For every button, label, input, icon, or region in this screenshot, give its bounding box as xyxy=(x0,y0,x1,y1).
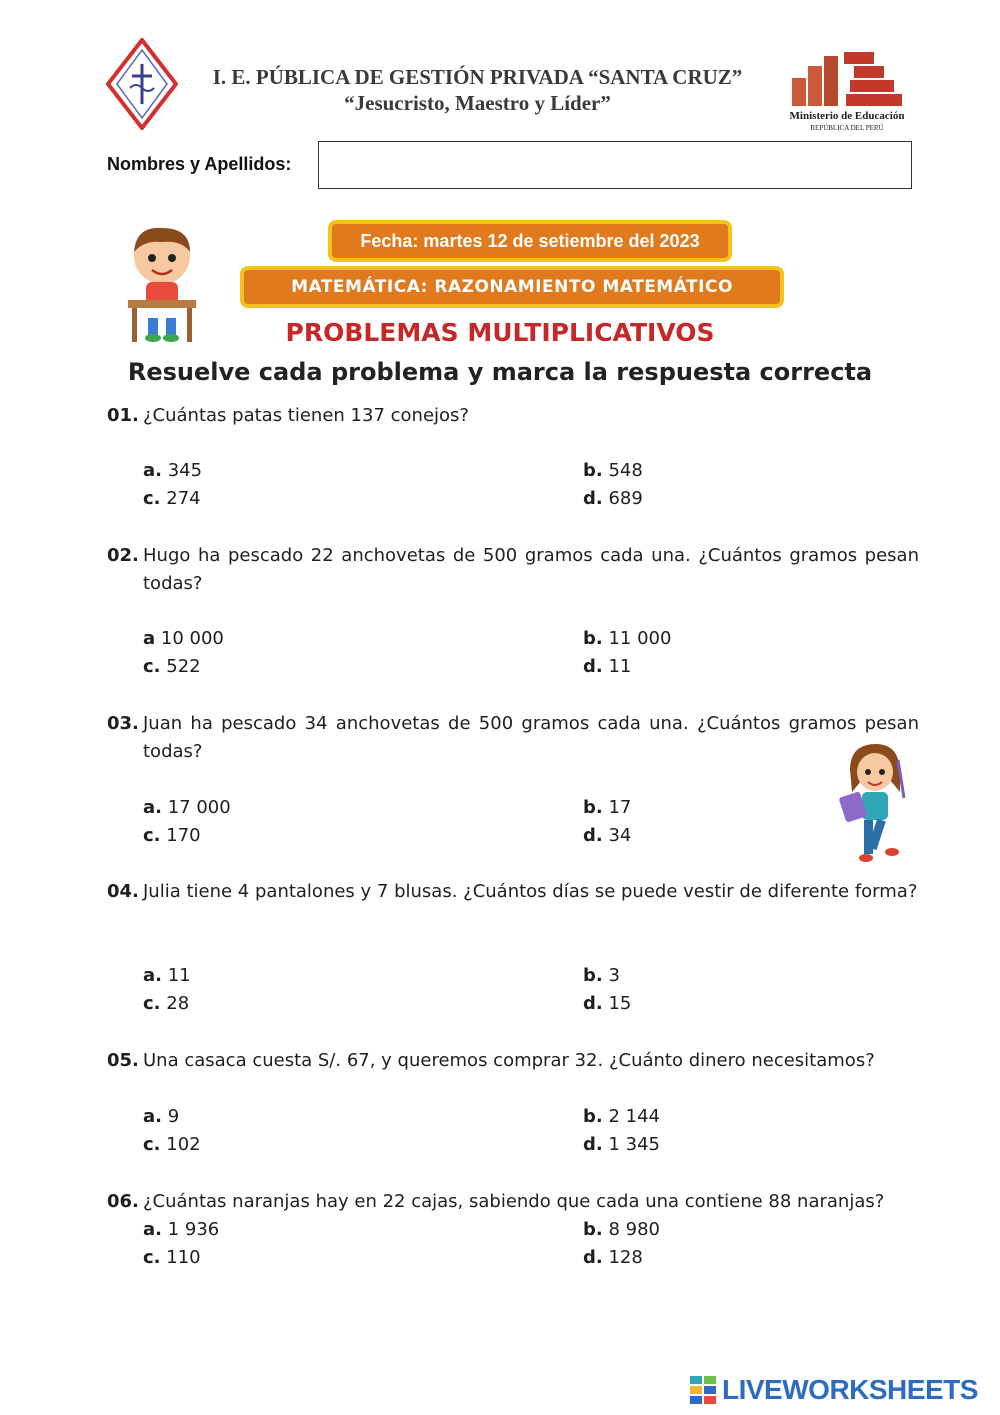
option-6d[interactable] xyxy=(583,1244,643,1272)
option-value: 2 144 xyxy=(608,1106,660,1127)
brand-name: LIVEWORKSHEETS xyxy=(722,1374,978,1405)
liveworksheets-logo-icon xyxy=(690,1376,718,1406)
question-number: 03. xyxy=(107,713,139,734)
option-letter: a. xyxy=(143,1106,162,1127)
option-letter: d. xyxy=(583,656,603,677)
option-2b[interactable] xyxy=(583,625,671,653)
question-number: 05. xyxy=(107,1050,139,1071)
name-field[interactable] xyxy=(318,141,912,189)
option-4b[interactable] xyxy=(583,962,620,990)
option-5d[interactable] xyxy=(583,1131,660,1159)
school-header xyxy=(190,64,765,116)
option-value: 345 xyxy=(167,460,203,481)
option-value: 10 000 xyxy=(160,628,224,649)
option-value: 110 xyxy=(166,1247,201,1268)
option-value: 8 980 xyxy=(608,1219,660,1240)
question-number: 04. xyxy=(107,881,139,902)
option-letter: d. xyxy=(583,825,603,846)
option-value: 11 xyxy=(167,965,191,986)
liveworksheets-brand xyxy=(690,1374,990,1408)
option-value: 522 xyxy=(166,656,201,677)
question-1 xyxy=(107,402,919,430)
question-text: Una casaca cuesta S/. 67, y queremos comprar 32. ¿Cuánto dinero necesitamos? xyxy=(143,1050,875,1071)
option-letter: b. xyxy=(583,460,603,481)
option-3b[interactable] xyxy=(583,794,631,822)
option-letter: a. xyxy=(143,965,162,986)
option-letter: d. xyxy=(583,488,603,509)
option-letter: c. xyxy=(143,656,161,677)
option-letter: a. xyxy=(143,460,162,481)
option-2d[interactable] xyxy=(583,653,631,681)
option-1d[interactable] xyxy=(583,485,643,513)
school-logo xyxy=(106,38,178,130)
option-letter: d. xyxy=(583,993,603,1014)
question-text: ¿Cuántas naranjas hay en 22 cajas, sabiendo que cada una contiene 88 naranjas? xyxy=(143,1191,885,1212)
option-value: 28 xyxy=(166,993,190,1014)
option-letter: a xyxy=(143,628,156,649)
option-letter: d. xyxy=(583,1247,603,1268)
option-1b[interactable] xyxy=(583,457,643,485)
option-value: 128 xyxy=(608,1247,643,1268)
question-text: Julia tiene 4 pantalones y 7 blusas. ¿Cuántos días se puede vestir de diferente forma? xyxy=(143,881,918,902)
option-value: 9 xyxy=(167,1106,180,1127)
question-number: 06. xyxy=(107,1191,139,1212)
option-6a[interactable] xyxy=(143,1216,219,1244)
option-value: 34 xyxy=(608,825,632,846)
question-number: 02. xyxy=(107,545,139,566)
option-4a[interactable] xyxy=(143,962,191,990)
option-2c[interactable] xyxy=(143,653,201,681)
subject-badge: MATEMÁTICA: RAZONAMIENTO MATEMÁTICO xyxy=(240,266,784,308)
question-text: Hugo ha pescado 22 anchovetas de 500 gramos cada una. ¿Cuántos gramos pesan todas? xyxy=(143,545,919,594)
option-2a[interactable] xyxy=(143,625,224,653)
question-text: Juan ha pescado 34 anchovetas de 500 gramos cada una. ¿Cuántos gramos pesan todas? xyxy=(143,713,919,762)
question-text: ¿Cuántas patas tienen 137 conejos? xyxy=(143,405,469,426)
option-value: 1 936 xyxy=(167,1219,220,1240)
option-letter: b. xyxy=(583,1106,603,1127)
option-letter: c. xyxy=(143,825,161,846)
option-1c[interactable] xyxy=(143,485,201,513)
question-2 xyxy=(107,542,919,598)
ministry-logo xyxy=(788,48,906,138)
option-6c[interactable] xyxy=(143,1244,201,1272)
question-6 xyxy=(107,1188,919,1216)
option-value: 11 000 xyxy=(608,628,672,649)
name-label: Nombres y Apellidos: xyxy=(107,154,292,174)
option-4d[interactable] xyxy=(583,990,631,1018)
option-letter: b. xyxy=(583,965,603,986)
option-3d[interactable] xyxy=(583,822,631,850)
option-value: 274 xyxy=(166,488,201,509)
question-3 xyxy=(107,710,919,766)
page-title: PROBLEMAS MULTIPLICATIVOS xyxy=(285,318,715,347)
option-value: 102 xyxy=(166,1134,201,1155)
option-5c[interactable] xyxy=(143,1131,201,1159)
option-letter: b. xyxy=(583,628,603,649)
instruction-text: Resuelve cada problema y marca la respuesta correcta xyxy=(127,358,873,386)
option-value: 17 000 xyxy=(167,797,231,818)
ministry-name: Ministerio de Educación xyxy=(789,110,905,122)
school-motto: “Jesucristo, Maestro y Líder” xyxy=(344,91,611,115)
option-value: 17 xyxy=(608,797,632,818)
option-4c[interactable] xyxy=(143,990,189,1018)
option-1a[interactable] xyxy=(143,457,202,485)
option-letter: c. xyxy=(143,1134,161,1155)
question-5 xyxy=(107,1047,919,1075)
option-letter: c. xyxy=(143,1247,161,1268)
option-letter: a. xyxy=(143,797,162,818)
option-value: 3 xyxy=(608,965,620,986)
option-5a[interactable] xyxy=(143,1103,179,1131)
option-letter: b. xyxy=(583,1219,603,1240)
ministry-bars-icon xyxy=(788,48,906,108)
option-5b[interactable] xyxy=(583,1103,660,1131)
option-value: 1 345 xyxy=(608,1134,660,1155)
option-value: 689 xyxy=(608,488,643,509)
option-3a[interactable] xyxy=(143,794,231,822)
option-value: 11 xyxy=(608,656,632,677)
school-name: I. E. PÚBLICA DE GESTIÓN PRIVADA “SANTA CRUZ” xyxy=(212,65,743,89)
option-letter: b. xyxy=(583,797,603,818)
question-4 xyxy=(107,878,919,906)
option-value: 170 xyxy=(166,825,201,846)
option-letter: a. xyxy=(143,1219,162,1240)
ministry-country: REPÚBLICA DEL PERÚ xyxy=(810,124,884,132)
option-3c[interactable] xyxy=(143,822,201,850)
option-6b[interactable] xyxy=(583,1216,660,1244)
option-letter: c. xyxy=(143,993,161,1014)
option-value: 548 xyxy=(608,460,643,481)
date-badge: Fecha: martes 12 de setiembre del 2023 xyxy=(328,220,732,262)
option-letter: c. xyxy=(143,488,161,509)
option-letter: d. xyxy=(583,1134,603,1155)
question-number: 01. xyxy=(107,405,139,426)
option-value: 15 xyxy=(608,993,632,1014)
